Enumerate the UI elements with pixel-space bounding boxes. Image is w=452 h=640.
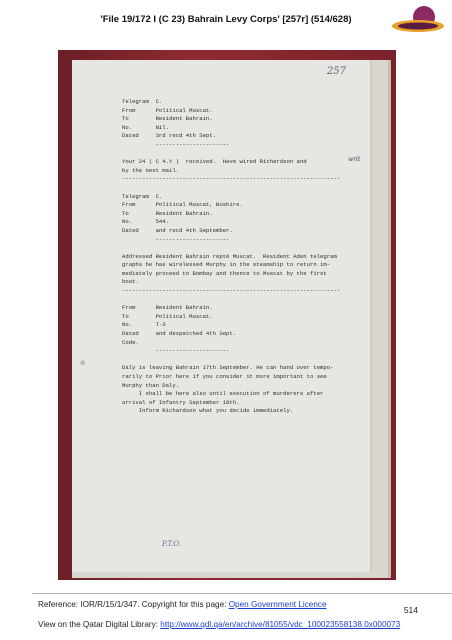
typed-line: Dated and recd 4th September. <box>122 226 233 234</box>
typed-line: ---------------------- <box>122 347 230 355</box>
qdl-link[interactable]: http://www.qdl.qa/en/archive/81055/vdc_100023558138.0x000073 <box>160 620 401 629</box>
document-page <box>72 60 372 572</box>
bottom-annotation: P.T.O. <box>162 540 181 548</box>
typed-line <box>122 244 384 253</box>
handwritten-annotation: writ <box>348 156 361 163</box>
typed-line: Addressed Resident Bahrain repté Muscat. Resident Aden telegram <box>122 252 337 260</box>
typed-line: boat. <box>122 278 139 286</box>
typed-line <box>122 150 384 159</box>
typed-line: Dated and despatched 4th Sept. <box>122 330 237 338</box>
typed-line: Inform Richardson what you decide immediately. <box>122 407 294 415</box>
typed-line: Telegram C. <box>122 98 163 105</box>
typed-line: From Political Muscat. <box>122 106 213 114</box>
typed-line: No. 544. <box>122 218 169 226</box>
typed-line: Code. <box>122 338 139 346</box>
typed-line <box>122 296 384 305</box>
scanned-document <box>58 50 396 580</box>
typed-line <box>122 356 384 365</box>
typed-line: ---------------------- <box>122 235 230 243</box>
typed-line <box>122 184 384 193</box>
typed-line: I shall be here also until execution of murderers after <box>122 390 324 398</box>
typed-line: To Resident Bahrain. <box>122 209 213 217</box>
folio-number: 257 <box>326 66 346 77</box>
typed-line: Daly is leaving Bahrain 17th September. He can hand over tempo- <box>122 364 334 372</box>
typed-line: Dated 3rd recd 4th Sept. <box>122 132 216 140</box>
page-number: 514 <box>403 605 418 615</box>
typed-line: ----------------------------------------------------------------- <box>122 175 341 183</box>
typed-line: Murphy than Daly. <box>122 381 180 389</box>
typed-line: rarily to Prior here if you consider it more important to see <box>122 373 327 380</box>
footer-view <box>38 620 400 629</box>
footer-divider <box>32 593 452 594</box>
typed-text <box>122 98 384 416</box>
typed-line: No. Nil. <box>122 123 169 131</box>
margin-mark: ⑥ <box>80 360 86 367</box>
typed-line: arrival of Infantry September 18th. <box>122 398 240 406</box>
typed-line: From Political Muscat, Bushire. <box>122 201 243 209</box>
qatar-digital-library-logo <box>388 4 446 36</box>
view-text: View on the Qatar Digital Library: <box>38 620 161 629</box>
typed-line: To Resident Bahrain. <box>122 115 213 123</box>
typed-line: by the next mail. <box>122 166 180 174</box>
typed-line: mediately proceed to Bombay and thence to Muscat by the first <box>122 269 327 277</box>
licence-link[interactable]: Open Government Licence <box>228 600 327 609</box>
footer-reference <box>38 600 327 609</box>
typed-line: ----------------------------------------------------------------- <box>122 287 341 295</box>
typed-line: graphs he has wirelessed Murphy in the steamship to return im- <box>122 261 331 269</box>
typed-line: ---------------------- <box>122 140 230 148</box>
typed-line: From Resident Bahrain. <box>122 304 213 312</box>
reference-text: Reference: IOR/R/15/1/347. Copyright for this page: <box>38 600 229 609</box>
typed-line: No. T-3 <box>122 321 166 329</box>
typed-line: Telegram C. <box>122 192 163 200</box>
page-title: 'File 19/172 I (C 23) Bahrain Levy Corps' [257r] (514/628) <box>100 14 352 25</box>
typed-line: To Political Muscat. <box>122 312 213 320</box>
typed-line: Your 24 ( C 4.Y ) received. Have wired Richardson and <box>122 158 307 166</box>
